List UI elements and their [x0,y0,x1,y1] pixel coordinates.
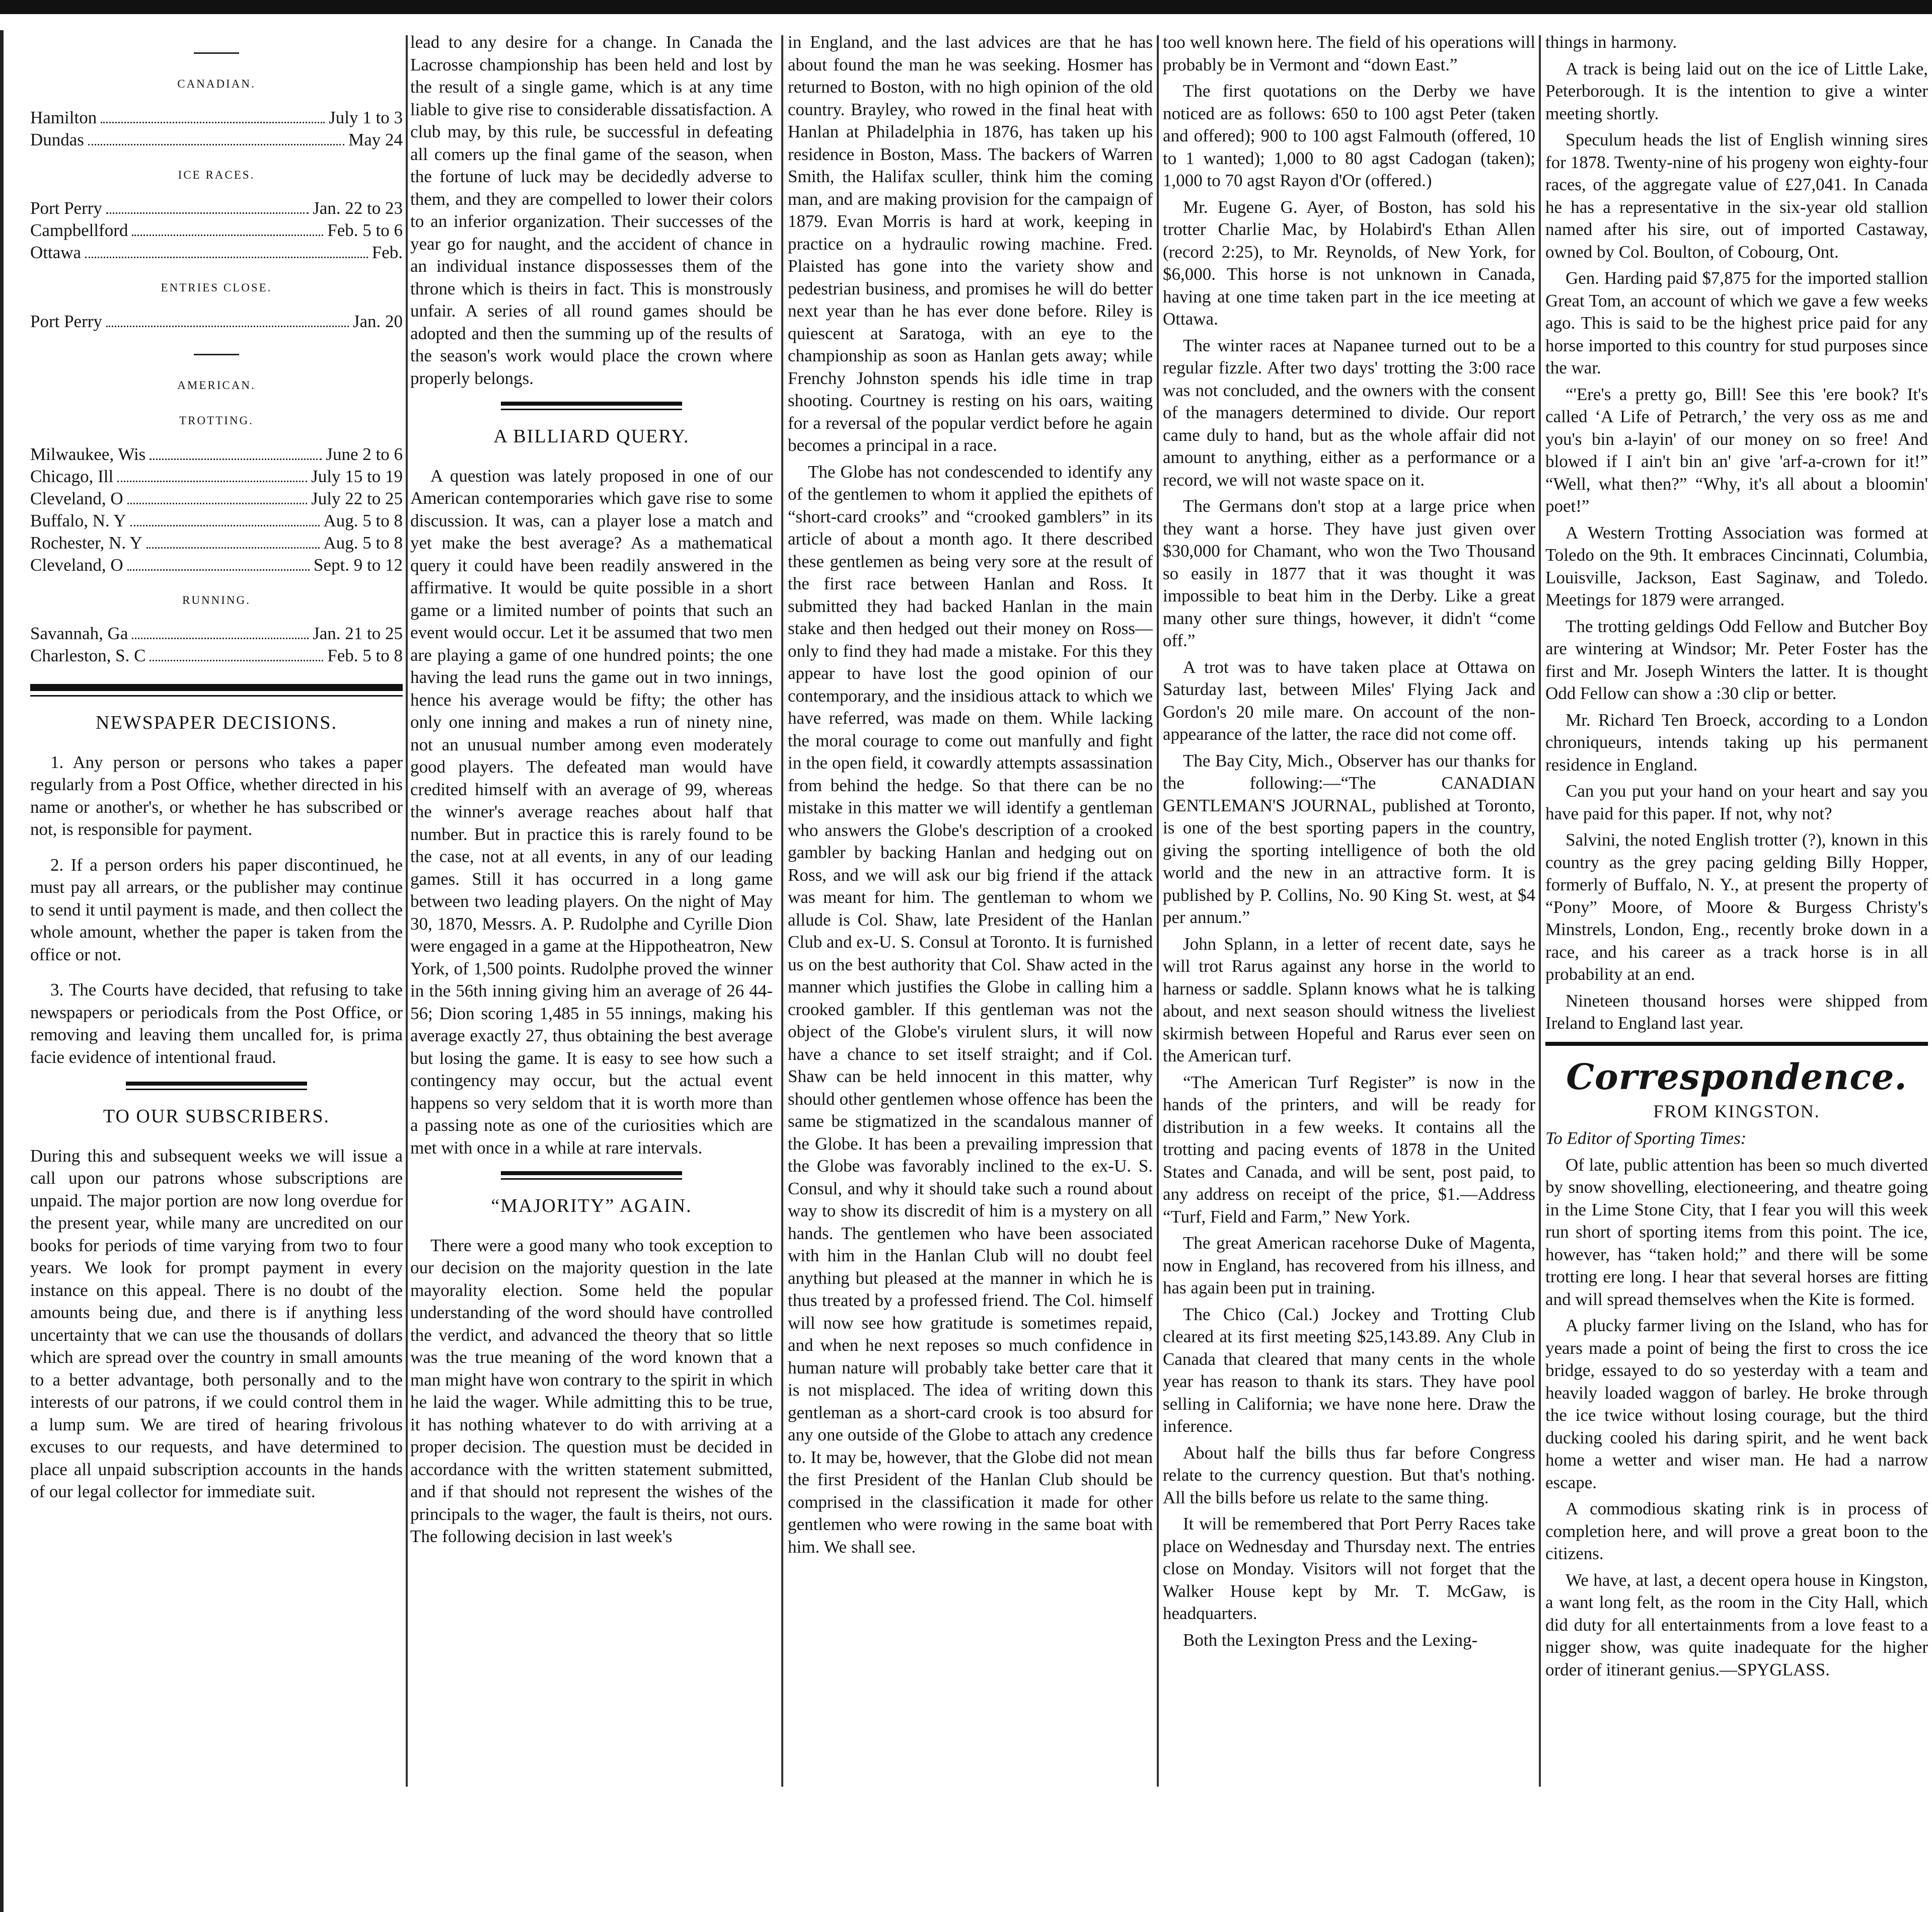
fixture-date: Feb. [371,243,403,262]
news-paragraph: “'Ere's a pretty go, Bill! See this 'ere book? It's called ‘A Life of Petrarch,’ the very oss as me and you's bin a-layin' of our money on so free! And blowed if I ain't bin an' give 'arf-a-crown for it!” “Well, what then?” “Why, it's all about a bloomin' poet!” [1545,384,1928,516]
kingston-paragraph: We have, at last, a decent opera house in Kingston, a want long felt, as the room in the City Hall, which did duty for all entertainments from a love feast to a nigger show, was quite inadequate for the higher order of itinerant genius.—SPYGLASS. [1545,1570,1928,1679]
news-paragraph: Salvini, the noted English trotter (?), known in this country as the grey pacing gelding Billy Hopper, formerly of Buffalo, N. Y., at present the property of “Pony” Moore, of Moore & Burgess Christy's Minstrels, London, Eng., recently broke down in a race, and his career as a track horse is in all probability at an end. [1545,830,1928,984]
majority-again-text: There were a good many who took exception to our decision on the majority question in the late mayorality election. Some held the popular understanding of the word should have controlled the verdict, and advanced the theory that so little was the true meaning of the word known that a man might have won contrary to the spirit in which he laid the wager. While admitting this to be true, it has nothing whatever to do with arriving at a proper decision. The question must be decided in accordance with the written statement submitted, and if that should not represent the wishes of the principals to the wager, the fault is theirs, not ours. The following decision in last week's [410,1235,773,1546]
news-paragraph: The great American racehorse Duke of Magenta, now in England, has recovered from his illness, and has again been put in training. [1163,1233,1535,1297]
news-paragraph: Both the Lexington Press and the Lexing- [1183,1630,1478,1650]
fixture-date: Aug. 5 to 8 [323,510,403,530]
top-border-rule [0,0,1932,14]
fixtures-american-label: AMERICAN. [177,378,256,392]
fixture-row [30,488,403,510]
news-paragraph: The winter races at Napanee turned out to be a regular fizzle. After two days' trotting the 3:00 race was not concluded, and the owners with the consent of the managers determined to divide. Our report came duly to hand, but as the whole affair did not amount to anything, either as a performance or a record, we will not waste space on it. [1163,335,1535,490]
fixture-town: Port Perry [30,311,102,331]
column-3 [788,31,1153,1823]
kingston-paragraph: A commodious skating rink is in process of completion here, and will prove a great boon to the citizens. [1545,1499,1928,1563]
fixtures-entries-close-label: ENTRIES CLOSE. [161,281,272,294]
fixture-row [30,311,403,333]
leader-dots [85,242,368,258]
fixtures-canadian-label: CANADIAN. [177,78,256,90]
fixture-row [30,554,403,576]
fixture-date: Sept. 9 to 12 [314,555,403,575]
correspondence-heading: Correspondence. [1566,1055,1907,1098]
editor-salutation: To Editor of Sporting Times: [1545,1128,1747,1148]
news-paragraph: things in harmony. [1545,32,1677,52]
fixture-town: Milwaukee, Wis [30,444,146,464]
fixture-town: Hamilton [30,107,97,127]
fixture-row [30,510,403,532]
leader-dots [88,129,344,145]
leader-dots [106,197,309,214]
fixture-town: Port Perry [30,198,102,218]
fixtures-trotting-label: TROTTING. [179,414,254,427]
news-paragraph: A trot was to have taken place at Ottawa on Saturday last, between Miles' Flying Jack and Gordon's 20 mile mare. On account of the non-appearance of the latter, the race did not come off. [1163,657,1535,744]
section-divider [194,52,239,54]
globe-article-text: The Globe has not condescended to identify any of the gentlemen to whom it applied the epithets of “short-card crooks” and “crooked gamblers” in its article of about a month ago. It there described these gentlemen as being very sore at the result of the first race between Hanlan and Ross. It submitted they had backed Hanlan in the main stake and then hedged out their money on Ross—only to find they had made a mistake. For this they appear to have lost the good opinion of our contemporary, and the insidious attack to which we have referred, was made on them. While lacking the moral courage to come out manfully and fight in the open field, it cowardly attempts assassination from behind the hedge. So that there can be no mistake in this matter we will identify a gentleman who answers the Globe's description of a crooked gambler by backing Hanlan and hedging out on Ross, and we will ask our big friend if the attack was meant for him. The gentleman to whom we allude is Col. Shaw, late President of the Hanlan Club and ex-U. S. Consul at Toronto. It is furnished us on the best authority that Col. Shaw acted in the manner which justifies the Globe in calling him a crooked gambler. If this gentleman was not the object of the Globe's virulent slurs, it will now have a chance to set itself straight; and if Col. Shaw can be held innocent in this matter, why should other gentlemen whose offence has been the same be stigmatized in the scandalous manner of the Globe. It has been a prevailing impression that the Globe was favorably inclined to the ex-U. S. Consul, and why it should take such a round about way to show its discredit of him is a mystery on all hands. The gentlemen who have been associated with him in the Hanlan Club will no doubt feel anything but pleased at the manner in which he is thus treated by a professed friend. The Col. himself will now see how gratitude is sometimes repaid, and when he next reposes so much confidence in human nature will probably take better care that it is not misplaced. The idea of writing down this gentleman as a short-card crook is too absurd for any one outside of the Globe to attach any credence to. It may be, however, that the Globe did not mean the first President of the Hanlan Club should be comprised in the classification it made for other gentlemen who were rowing in the same boat with him. We shall see. [788,462,1153,1557]
news-paragraph: John Splann, in a letter of recent date, says he will trot Rarus against any horse in the world to harness or saddle. Splann knows what he is talking about, and next season should witness the liveliest skirmish between Hopeful and Rarus ever seen on the American turf. [1163,934,1535,1065]
fixture-list-running [30,623,403,667]
fixture-town: Buffalo, N. Y [30,510,126,530]
news-paragraph: It will be remembered that Port Perry Races take place on Wednesday and Thursday next. The entries close on Monday. Visitors will not forget that the Walker House kept by Mr. T. McGaw, is headquarters. [1163,1514,1535,1623]
column-rule [1157,35,1159,1787]
fixture-date: July 15 to 19 [311,466,403,486]
decision-item: 3. The Courts have decided, that refusing to take newspapers or periodicals from the Post Office, or removing and leaving them uncalled for, is prima facie evidence of intentional fraud. [30,980,403,1067]
fixture-town: Charleston, S. C [30,646,146,665]
leader-dots [130,510,320,526]
news-paragraph: The first quotations on the Derby we have noticed are as follows: 650 to 100 agst Peter (taken and offered); 900 to 100 agst Falmouth (offered, 10 to 1 wanted); 1,000 to 80 agst Cadogan (taken); 1,000 to 70 agst Rayon d'Or (offered.) [1163,81,1535,190]
column-2 [410,31,773,1823]
fixture-row [30,532,403,554]
to-subscribers-heading: TO OUR SUBSCRIBERS. [103,1106,330,1127]
fixture-list-trotting [30,443,403,576]
news-paragraph: The Chico (Cal.) Jockey and Trotting Club cleared at its first meeting $25,143.89. Any Club in Canada that cleared that many cents in the whole year has reason to thank its stars. They have pool selling in California; we have none here. Draw the inference. [1163,1304,1535,1436]
newspaper-decisions-heading: NEWSPAPER DECISIONS. [96,712,337,733]
kingston-paragraph: A plucky farmer living on the Island, who has for years made a point of being the first to cross the ice bridge, essayed to do so yesterday with a team and heavily loaded waggon of barley. He broke through the ice twice without losing courage, but the third ducking cooled his daring spirit, and he went back home a wetter and wiser man. He had a narrow escape. [1545,1316,1928,1492]
news-paragraph: The trotting geldings Odd Fellow and Butcher Boy are wintering at Windsor; Mr. Peter Foster has the first and Mr. Joseph Winters the latter. It is thought Odd Fellow can show a :30 clip or better. [1545,616,1928,703]
leader-dots [127,488,307,504]
news-paragraph: Gen. Harding paid $7,875 for the imported stallion Great Tom, an account of which we gave a few weeks ago. This is said to be the highest price paid for any horse imported to this country for stud purposes since the war. [1545,268,1928,377]
leader-dots [106,311,349,327]
leader-dots [132,623,309,639]
fixture-row [30,443,403,466]
kingston-paragraph: Of late, public attention has been so much diverted by snow shovelling, electioneering, and theatre going in the Lime Stone City, that I fear you will this week run short of sporting items from this point. The ice, however, has “taken hold;” and there will be some trotting ere long. I hear that several horses are fitting and will spread themselves when the Kite is formed. [1545,1155,1928,1309]
lacrosse-continued-text: lead to any desire for a change. In Canada the Lacrosse championship has been held and lost by the result of a single game, which is at any time liable to give rise to considerable dissatisfaction. A club may, by this rule, be successful in defeating all comers up the final game of the season, when the fortune of luck may be decidedly adverse to them, and they are compelled to lower their colors to an inferior organization. Their successes of the year go for naught, and the accident of chance in an individual instance dispossesses them of the throne which is theirs in fact. This is monstrously unfair. A series of all round games should be adopted and then the summing up of the results of the season's work would place the crown where properly belongs. [410,32,773,388]
double-rule [126,1082,307,1090]
news-paragraph: Can you put your hand on your heart and say you have paid for this paper. If not, why not? [1545,781,1928,823]
leader-dots [117,466,307,482]
heavy-rule [30,684,403,691]
fixture-town: Savannah, Ga [30,624,128,643]
column-5 [1545,31,1928,1823]
fixtures-running-label: RUNNING. [182,593,251,606]
column-rule [1539,35,1541,1787]
fixture-date: Feb. 5 to 8 [327,646,403,665]
column-1 [30,31,403,1823]
news-paragraph: A Western Trotting Association was formed at Toledo on the 9th. It embraces Cincinnati, Columbia, Louisville, Jackson, East Saginaw, and Toledo. Meetings for 1879 were arranged. [1545,522,1928,609]
fixture-list-canadian [30,107,403,151]
from-kingston-heading: FROM KINGSTON. [1653,1101,1820,1121]
fixture-row [30,197,403,219]
fixture-list-entries-close [30,311,403,333]
fixture-date: Jan. 20 [352,311,403,331]
fixture-row [30,219,403,242]
leader-dots [132,219,323,236]
fixture-row [30,645,403,667]
column-4 [1163,31,1535,1823]
news-paragraph: The Bay City, Mich., Observer has our thanks for the following:—“The CANADIAN GENTLEMAN'S JOURNAL, published at Toronto, is one of the best sporting papers in the country, giving the sporting intelligence of both the old world and the new in an attractive form. It is published by P. Collins, No. 90 King St. west, at $4 per annum.” [1163,750,1535,927]
leader-dots [101,107,325,123]
leader-dots [127,554,310,571]
fixture-date: June 2 to 6 [326,444,403,464]
fixture-row [30,129,403,151]
fixture-town: Rochester, N. Y [30,532,142,553]
news-paragraph: Mr. Richard Ten Broeck, according to a London chroniqueurs, intends taking up his permanent residence in England. [1545,710,1928,775]
news-paragraph: About half the bills thus far before Congress relate to the currency question. But that's nothing. All the bills before us relate to the same thing. [1163,1442,1535,1507]
news-paragraph: “The American Turf Register” is now in the hands of the printers, and will be ready for distribution in a few weeks. It contains all the trotting and pacing events of 1878 in the United States and Canada, and will be sent, post paid, to any address on receipt of the price, $1.—Address “Turf, Field and Farm,” New York. [1163,1072,1535,1227]
billiard-query-text: A question was lately proposed in one of our American contemporaries which gave rise to some discussion. It was, can a player lose a match and yet make the best average? As a mathematical query it could have been readily answered in the affirmative. It would be quite possible in a short game or a limited number of points that such an event would occur. Let it be assumed that two men are playing a game of one hundred points; the one having the lead runs the game out in two innings, hence his average would be fifty; the other has only one inning and makes a run of ninety nine, not an unusual number among even moderately good players. The defeated man would have credited himself with an average of 99, whereas the winner's average reaches about half that number. But in practice this is rarely found to be the case, not at all events, in any of our leading games. Still it has occurred in a long game between two leading players. On the night of May 30, 1870, Messrs. A. P. Rudolphe and Cyrille Dion were engaged in a game at the Hippotheatron, New York, of 1,500 points. Rudolphe proved the winner in the 56th inning giving him an average of 26 44-56; Dion scoring 1,485 in 55 innings, making his average exactly 27, thus obtaining the best average but losing the game. It is easy to see how such a contingency may occur, but the actual event happens so very seldom that it is worth more than a passing note as one of the curiosities which are met with once in a while at rare intervals. [410,466,773,1158]
fixture-date: Jan. 22 to 23 [313,198,403,218]
fixture-date: May 24 [348,129,403,149]
fixture-town: Chicago, Ill [30,466,114,486]
left-margin-rule [0,30,4,1912]
double-rule [501,1171,682,1180]
fixture-date: Jan. 21 to 25 [313,624,403,643]
fixture-town: Dundas [30,129,84,149]
fixture-date: July 22 to 25 [311,488,403,508]
news-paragraph: Nineteen thousand horses were shipped from Ireland to England last year. [1545,990,1928,1033]
fixture-town: Cleveland, O [30,488,123,508]
double-rule [501,402,682,410]
news-paragraph: Speculum heads the list of English winning sires for 1878. Twenty-nine of his progeny won eighty-four races, of the aggregate value of £27,041. In Canada he has a representative in the six-year old stallion named after his sire, out of imported Castaway, owned by Col. Boulton, of Cobourg, Ont. [1545,130,1928,262]
fixture-town: Ottawa [30,243,82,262]
fixture-row [30,107,403,129]
leader-dots [150,443,322,460]
billiard-query-heading: A BILLIARD QUERY. [493,426,690,447]
thin-rule [30,695,403,697]
leader-dots [146,532,320,549]
fixture-date: July 1 to 3 [329,107,403,127]
news-paragraph: The Germans don't stop at a large price when they want a horse. They have just given over $30,000 for Chamant, who won the Two Thousand so easily in 1877 that it was thought it was impossible to beat him in the Derby. Like a great many other sure things, however, it didn't “come off.” [1163,496,1535,650]
heavy-rule [1545,1042,1928,1046]
news-paragraph: A track is being laid out on the ice of Little Lake, Peterborough. It is the intention to give a winter meeting shortly. [1545,58,1928,123]
fixture-date: Aug. 5 to 8 [323,532,403,553]
majority-again-heading: “MAJORITY” AGAIN. [491,1195,692,1216]
fixtures-ice-races-label: ICE RACES. [178,168,255,181]
leader-dots [150,645,323,661]
fixture-row [30,623,403,645]
column-rule [406,35,408,1787]
decision-item: 2. If a person orders his paper discontinued, he must pay all arrears, or the publisher may continue to send it until payment is made, and then collect the whole amount, whether the paper is taken from the office or not. [30,855,403,964]
fixture-row [30,466,403,488]
fixture-date: Feb. 5 to 6 [327,220,403,240]
fixture-town: Cleveland, O [30,555,123,575]
fixture-town: Campbellford [30,220,128,240]
column-rule [781,35,783,1787]
rowing-notes-text: in England, and the last advices are that he has about found the man he was seeking. Hosmer has returned to Boston, with no high opinion of the old country. Brayley, who rowed in the final heat with Hanlan at Philadelphia in 1876, has taken up his residence in Boston, Mass. The backers of Warren Smith, the Halifax sculler, think him the coming man, and are making provision for the campaign of 1879. Evan Morris is hard at work, keeping in practice on a hydraulic rowing machine. Fred. Plaisted has gone into the variety show and pedestrian business, and promises he will do better next year than he has ever done before. Riley is quiescent at Saratoga, with an eye to the championship as soon as Hanlan gets away; while Frenchy Johnston spends his idle time in trap shooting. Courtney is resting on his oars, waiting for a reversal of the popular verdict before he again becomes a principal in a race. [788,32,1153,455]
newspaper-decisions-list [30,751,403,1069]
decision-item: 1. Any person or persons who takes a paper regularly from a Post Office, whether directed in his name or another's, or whether he has subscribed or not, is responsible for payment. [30,752,403,839]
news-paragraph: Mr. Eugene G. Ayer, of Boston, has sold his trotter Charlie Mac, by Holabird's Ethan Allen (record 2:25), to Mr. Reynolds, of New York, for $6,000. This horse is not unknown in Canada, having at one time taken part in the ice meeting at Ottawa. [1163,197,1535,329]
fixture-row [30,242,403,264]
news-paragraph: too well known here. The field of his operations will probably be in Vermont and “down East.” [1163,32,1535,74]
fixture-list-ice-races [30,197,403,264]
to-subscribers-text: During this and subsequent weeks we will issue a call upon our patrons whose subscriptions are unpaid. The major portion are now long overdue for the present year, while many are uncredited on our books for periods of time varying from two to four years. We look for prompt payment in every instance on this appeal. There is no doubt of the amounts being due, and there is if anything less uncertainty that we can use the thousands of dollars which are spread over the country in small amounts to a better advantage, both personally and to the interests of our patrons, if we could control them in a lump sum. We are tired of hearing frivolous excuses to our requests, and have determined to place all unpaid subscription accounts in the hands of our legal collector for immediate suit. [30,1145,403,1501]
section-divider [194,354,239,355]
